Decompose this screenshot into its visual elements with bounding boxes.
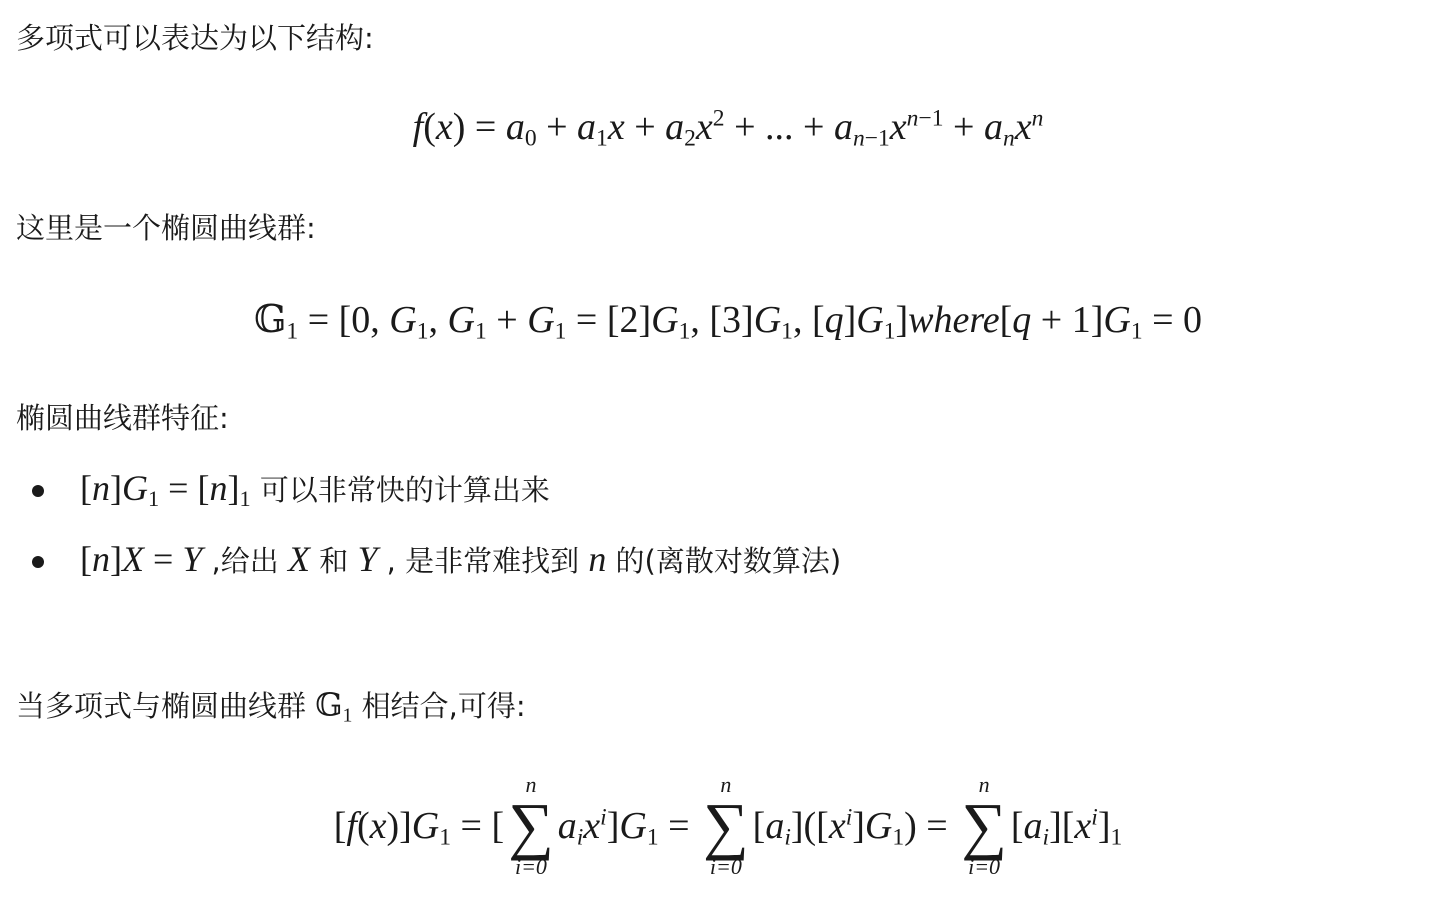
group-equation: 𝔾$_1$ = [0, $G_1$, $G_1 + G_1 = [2]G_1$, $[3]G_1$, $[q]G_1]where[q + 1]G_1 = 0$ xyxy=(253,297,1203,345)
bullet1-text: 可以非常快的计算出来 xyxy=(250,473,550,507)
sum-1: n ∑ i=0 xyxy=(508,772,554,879)
polynomial-equation: $f(x) = a_0 + a_1x + a_2x^2$ + ... + $a_{n-1}x^{n-1} + a_nx^n$ xyxy=(412,105,1044,152)
bullet2-math: [n]X = Y xyxy=(80,539,203,579)
var-n: n xyxy=(588,539,607,579)
bullet2-text-a: ,给出 xyxy=(202,544,288,578)
bullet2-text-b: 和 xyxy=(310,544,358,578)
bullet1-math: $[n]G_1 = [n]_1$ xyxy=(80,468,251,512)
bullet2-text-d: 的(离散对数算法) xyxy=(606,544,842,578)
combine-text xyxy=(16,686,526,726)
sum-2: n ∑ i=0 xyxy=(703,772,749,879)
bullet-dot xyxy=(32,556,44,568)
features-heading: 椭圆曲线群特征: xyxy=(16,401,229,435)
bullet-item-1 xyxy=(80,470,550,510)
bullet-item-2 xyxy=(80,541,841,581)
combine-text-post: 相结合,可得: xyxy=(352,689,526,723)
intro-text: 多项式可以表达为以下结构: xyxy=(16,21,374,55)
var-y: Y xyxy=(357,539,378,579)
group-symbol: 𝔾$_1$ xyxy=(315,686,353,727)
combine-text-pre: 当多项式与椭圆曲线群 xyxy=(16,689,316,723)
bullet2-text-c: , 是非常难找到 xyxy=(377,544,589,578)
group-intro-text: 这里是一个椭圆曲线群: xyxy=(16,211,316,245)
sum-3: n ∑ i=0 xyxy=(961,772,1007,879)
bullet-dot xyxy=(32,485,44,497)
summation-equation: $[f(x)]G_1$ = [ n ∑ i=0 $a_ix^i]G_1$ = n ∑ i=0 $[a_i]([x^i]G_1)$ = n ∑ i=0 $[a_i][x^i]_1$ xyxy=(333,772,1123,879)
var-x: X xyxy=(288,539,310,579)
